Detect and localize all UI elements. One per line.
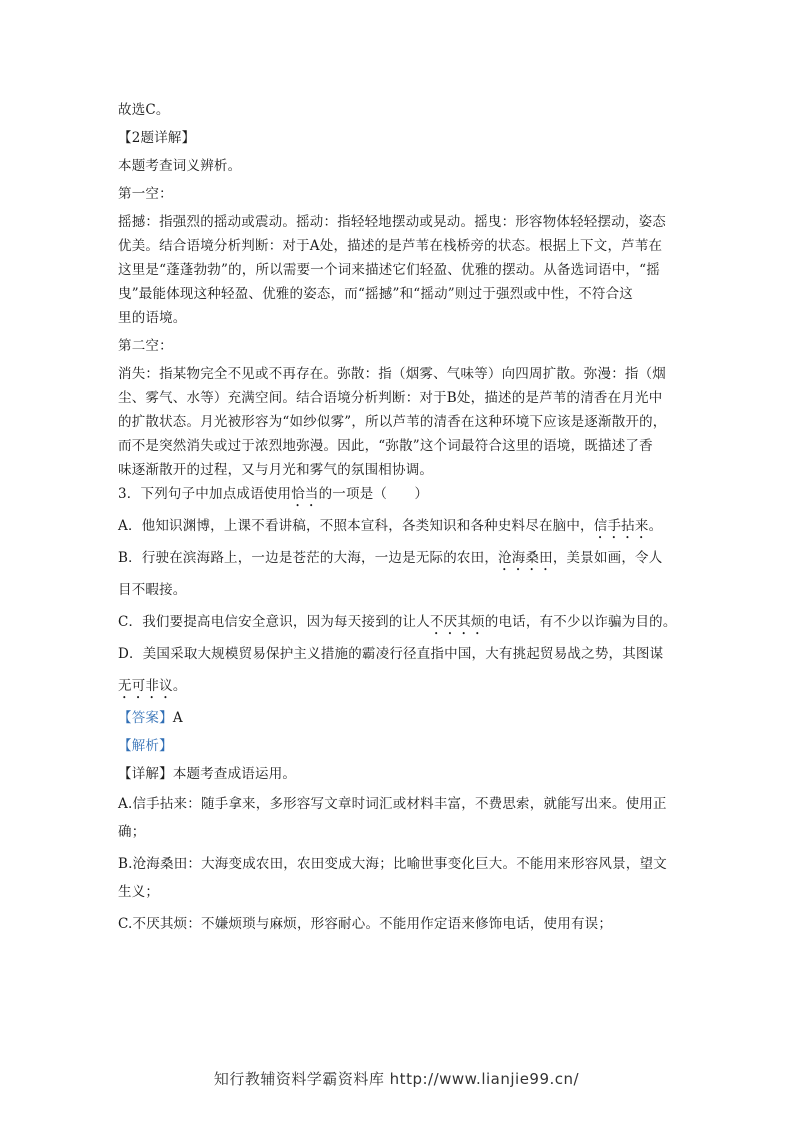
text-line: 本题考查词义辨析。 xyxy=(118,158,242,174)
analysis-a-continued: 确； xyxy=(118,824,146,840)
text-line: 摇撼：指强烈的摇动或震动。摇动：指轻轻地摆动或晃动。摇曳：形容物体轻轻摆动，姿态 xyxy=(118,214,666,230)
text-line: 曳”最能体现这种轻盈、优雅的姿态，而“摇撼”和“摇动”则过于强烈或中性，不符合这 xyxy=(118,286,634,302)
option-a xyxy=(118,514,678,542)
option-c-end: 的电话，有不少以诈骗为目的。 xyxy=(484,614,677,630)
text-line: 味逐渐散开的过程，又与月光和雾气的氛围相协调。 xyxy=(118,462,434,478)
section-heading: 【2题详解】 xyxy=(118,130,196,146)
analysis-a: A.信手拈来：随手拿来，多形容写文章时词汇或材料丰富，不费思索，就能写出来。使用正 xyxy=(118,796,667,812)
analysis-b: B.沧海桑田：大海变成农田，农田变成大海；比喻世事变化巨大。不能用来形容风景，望文 xyxy=(118,856,667,872)
option-a-end: 。 xyxy=(648,518,663,534)
option-d-continued xyxy=(118,674,678,702)
option-d-idiom: 无可非议 xyxy=(118,678,173,694)
analysis-label: 【解析】 xyxy=(118,738,173,754)
text-line: 优美。结合语境分析判断：对于A处，描述的是芦苇在栈桥旁的状态。根据上下文，芦苇在 xyxy=(118,238,663,254)
text-line: 这里是“蓬蓬勃勃”的，所以需要一个词来描述它们轻盈、优雅的摆动。从备选词语中，“摇 xyxy=(118,262,660,278)
analysis-c: C.不厌其烦：不嫌烦琐与麻烦，形容耐心。不能用作定语来修饰电话，使用有误； xyxy=(118,916,613,932)
text-line: 里的语境。 xyxy=(118,310,187,326)
detail-text: 本题考查成语运用。 xyxy=(172,766,297,782)
document-body xyxy=(118,98,678,940)
option-a-text: A．他知识渊博，上课不看讲稿，不照本宣科，各类知识和各种史料尽在脑中， xyxy=(118,518,594,534)
option-c-text: C．我们要提高电信安全意识，因为每天接到的让人 xyxy=(118,614,430,630)
subheading-second-blank: 第二空： xyxy=(118,338,173,354)
text-line: 而不是突然消失或过于浓烈地弥漫。因此，“弥散”这个词最符合这里的语境，既描述了香 xyxy=(118,438,653,454)
emphasized-word: 恰当 xyxy=(291,486,319,502)
analysis-b-continued: 生义； xyxy=(118,884,160,900)
detail-label: 【详解】 xyxy=(118,766,173,782)
text-line: 的扩散状态。月光被形容为“如纱似雾”，所以芦苇的清香在这种环境下应该是逐渐散开的， xyxy=(118,414,667,430)
text-line: 尘、雾气、水等）充满空间。结合语境分析判断：对于B处，描述的是芦苇的清香在月光中 xyxy=(118,390,663,406)
option-c-idiom: 不厌其烦 xyxy=(429,614,485,630)
option-b-idiom: 沧海桑田 xyxy=(498,550,553,566)
answer-value: A xyxy=(172,710,183,726)
answer-label: 【答案】 xyxy=(118,710,173,726)
detail-line xyxy=(118,762,678,786)
question-stem-start: 3．下列句子中加点成语使用 xyxy=(118,486,292,502)
question-stem xyxy=(118,482,678,506)
option-b xyxy=(118,546,678,574)
answer-line xyxy=(118,706,678,730)
option-b-text: B．行驶在滨海路上，一边是苍茫的大海，一边是无际的农田， xyxy=(118,550,499,566)
text-line: 消失：指某物完全不见或不再存在。弥散：指（烟雾、气味等）向四周扩散。弥漫：指（烟 xyxy=(118,366,666,382)
option-d: D．美国采取大规模贸易保护主义措施的霸凌行径直指中国，大有挑起贸易战之势，其图谋 xyxy=(118,646,664,662)
text-line: 故选C。 xyxy=(118,102,170,118)
option-d-end: 。 xyxy=(172,678,187,694)
footer-watermark: 知行教辅资料学霸资料库 http://www.lianjie99.cn/ xyxy=(213,1070,580,1088)
option-b-continued: 目不暇接。 xyxy=(118,582,187,598)
option-c xyxy=(118,610,678,638)
option-b-end: ，美景如画，令人 xyxy=(552,550,663,566)
question-stem-end: 的一项是（ ） xyxy=(318,486,429,502)
option-a-idiom: 信手拈来 xyxy=(593,518,649,534)
subheading-first-blank: 第一空： xyxy=(118,186,173,202)
